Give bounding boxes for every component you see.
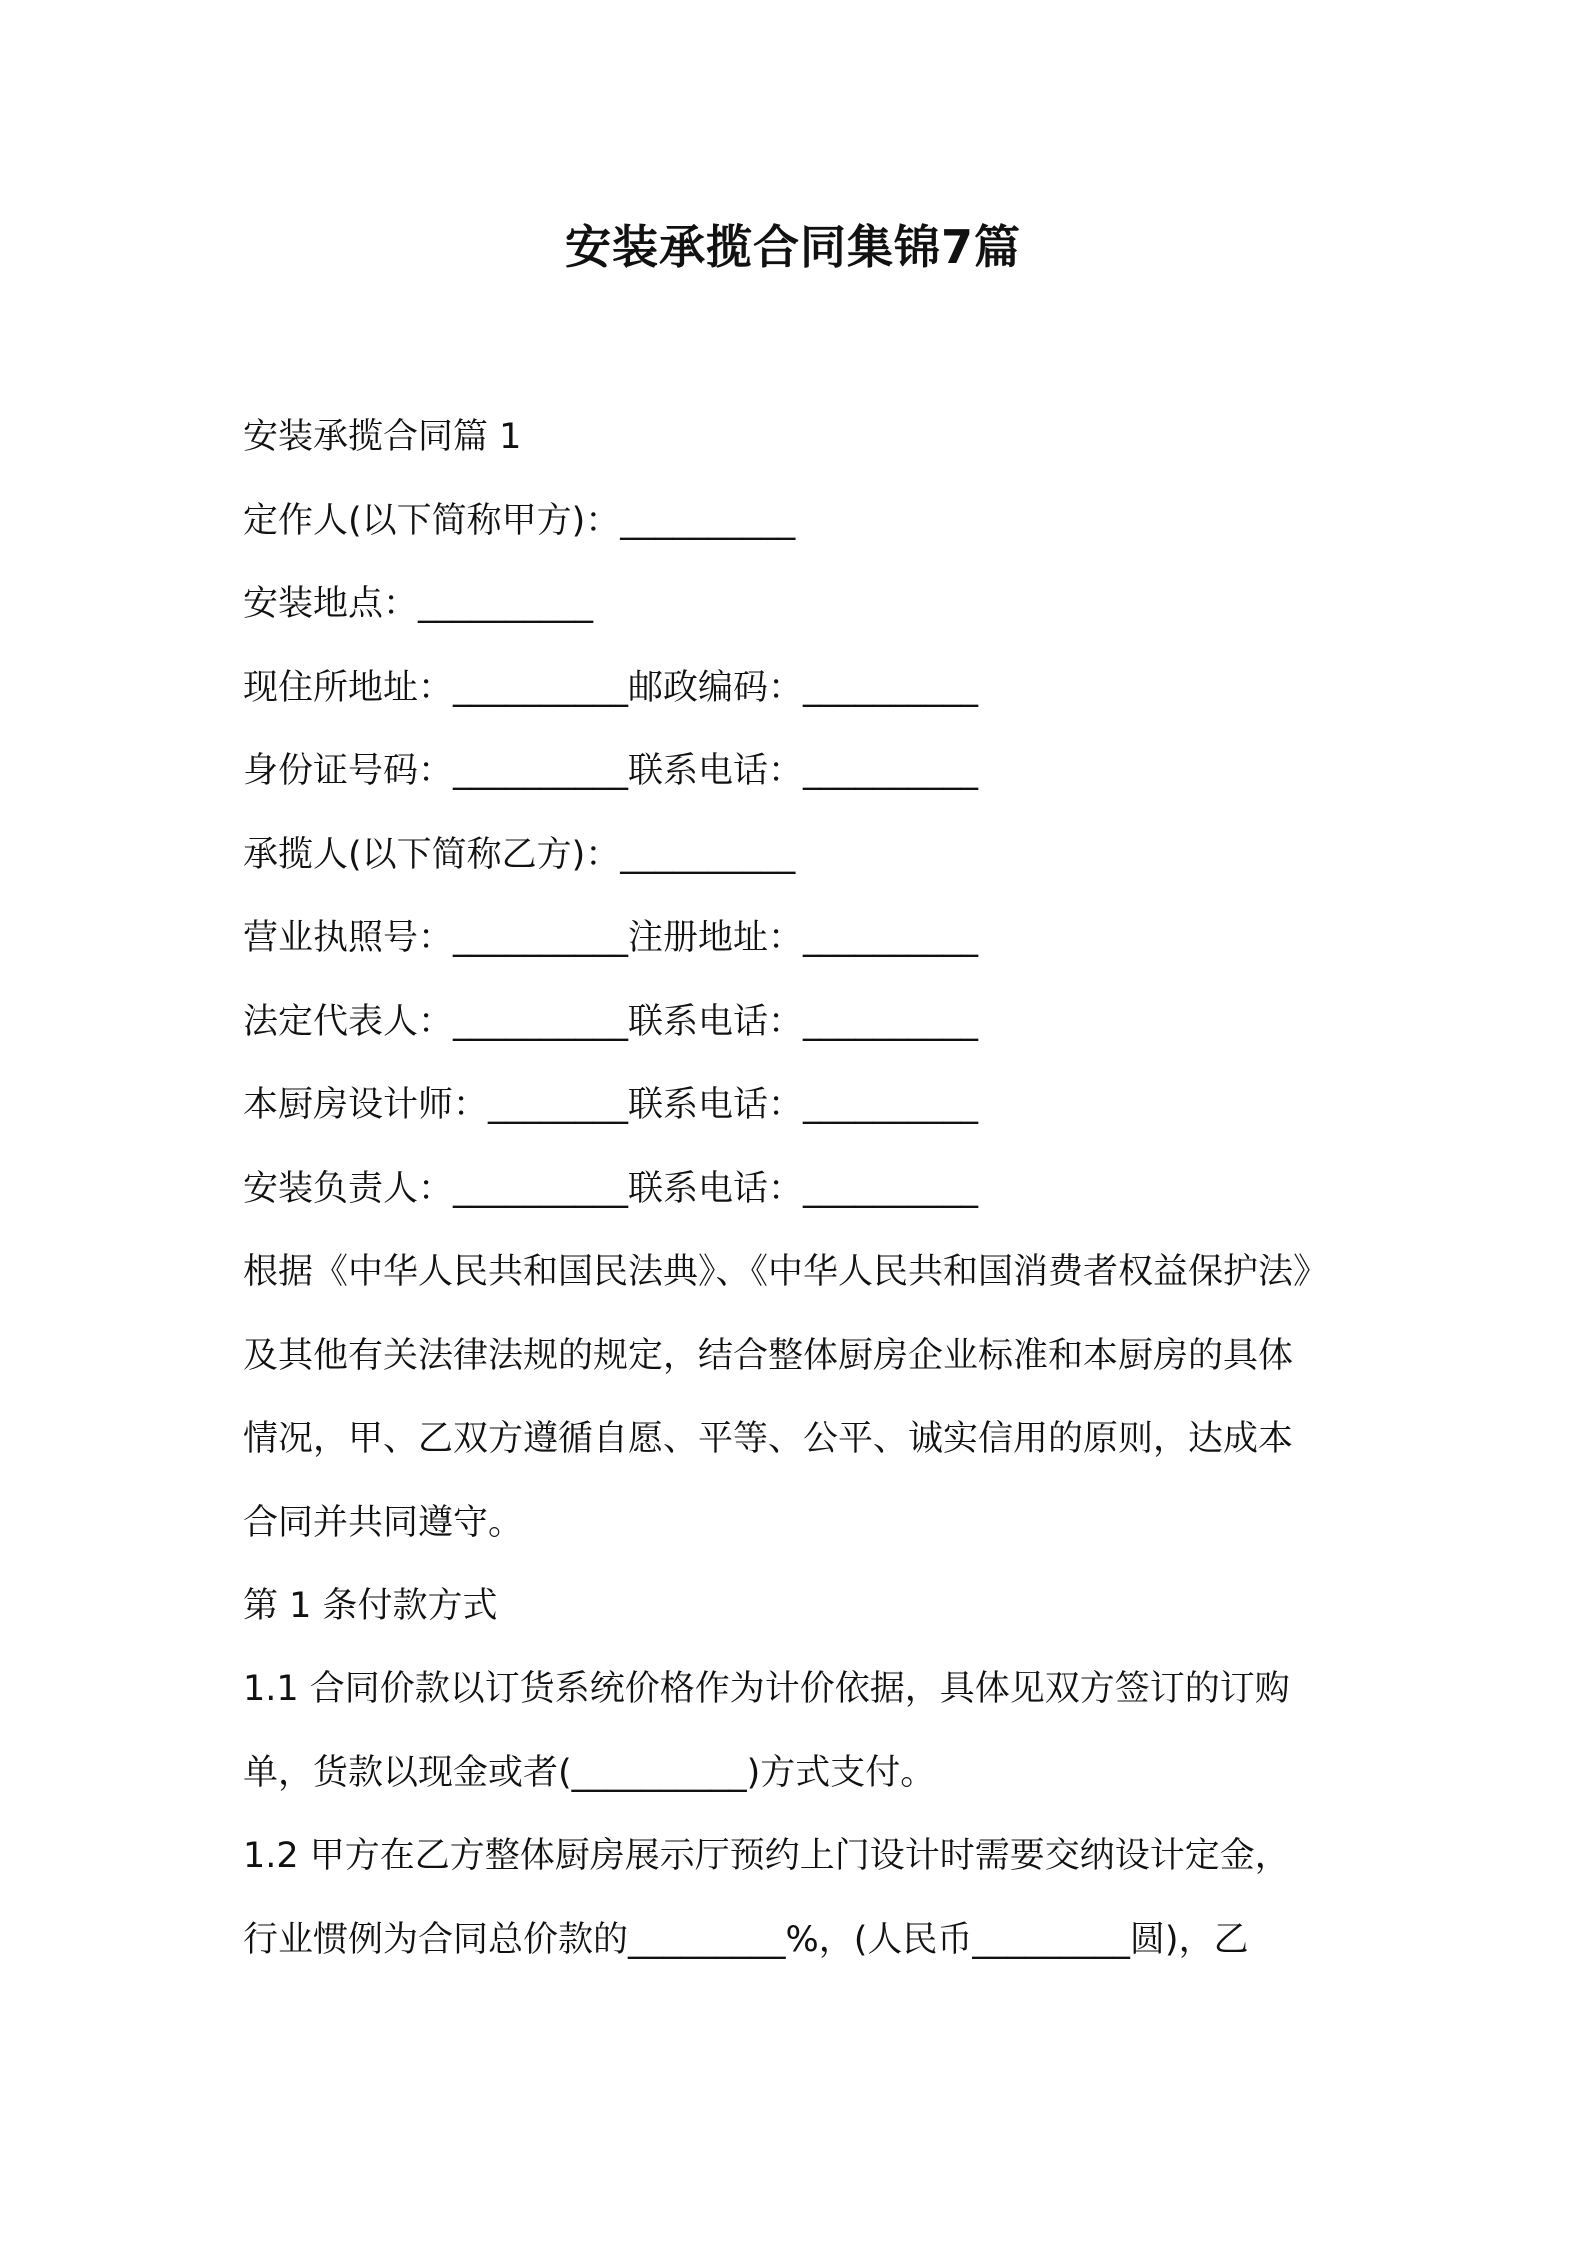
article-1-heading: 第 1 条付款方式 [243,1586,498,1626]
section-heading: 安装承揽合同篇 1 [243,417,522,457]
preamble-line: 根据《中华人民共和国民法典》、《中华人民共和国消费者权益保护法》 [243,1252,1329,1292]
clause-line: 1.2 甲方在乙方整体厨房展示厅预约上门设计时需要交纳设计定金， [243,1836,1290,1876]
preamble-line: 情况，甲、乙双方遵循自愿、平等、公平、诚实信用的原则，达成本 [243,1419,1294,1459]
field-install-location: 安装地点：__________ [243,584,594,624]
preamble-line: 合同并共同遵守。 [243,1502,524,1543]
clause-line: 单，货款以现金或者(__________)方式支付。 [243,1752,936,1793]
clause-line: 行业惯例为合同总价款的_________%，(人民币_________圆)，乙 [243,1919,1249,1960]
document-title: 安装承揽合同集锦7篇 [564,220,1021,274]
clause-1-1 [243,1658,1355,1825]
clause-line: 1.1 合同价款以订货系统价格作为计价依据，具体见双方签订的订购 [243,1669,1290,1709]
preamble-paragraph [243,1241,1355,1575]
field-designer-phone: 本厨房设计师：________联系电话：__________ [243,1085,979,1125]
field-install-manager-phone: 安装负责人：__________联系电话：__________ [243,1169,979,1209]
field-party-b: 承揽人(以下简称乙方)：__________ [243,835,796,875]
field-license-address: 营业执照号：__________注册地址：__________ [243,918,979,958]
field-party-a: 定作人(以下简称甲方)：__________ [243,501,796,541]
field-id-phone: 身份证号码：__________联系电话：__________ [243,751,979,791]
clause-1-2 [243,1825,1355,1992]
field-legal-rep-phone: 法定代表人：__________联系电话：__________ [243,1002,979,1042]
preamble-line: 及其他有关法律法规的规定，结合整体厨房企业标准和本厨房的具体 [243,1335,1294,1376]
field-address-postcode: 现住所地址：__________邮政编码：__________ [243,668,979,708]
